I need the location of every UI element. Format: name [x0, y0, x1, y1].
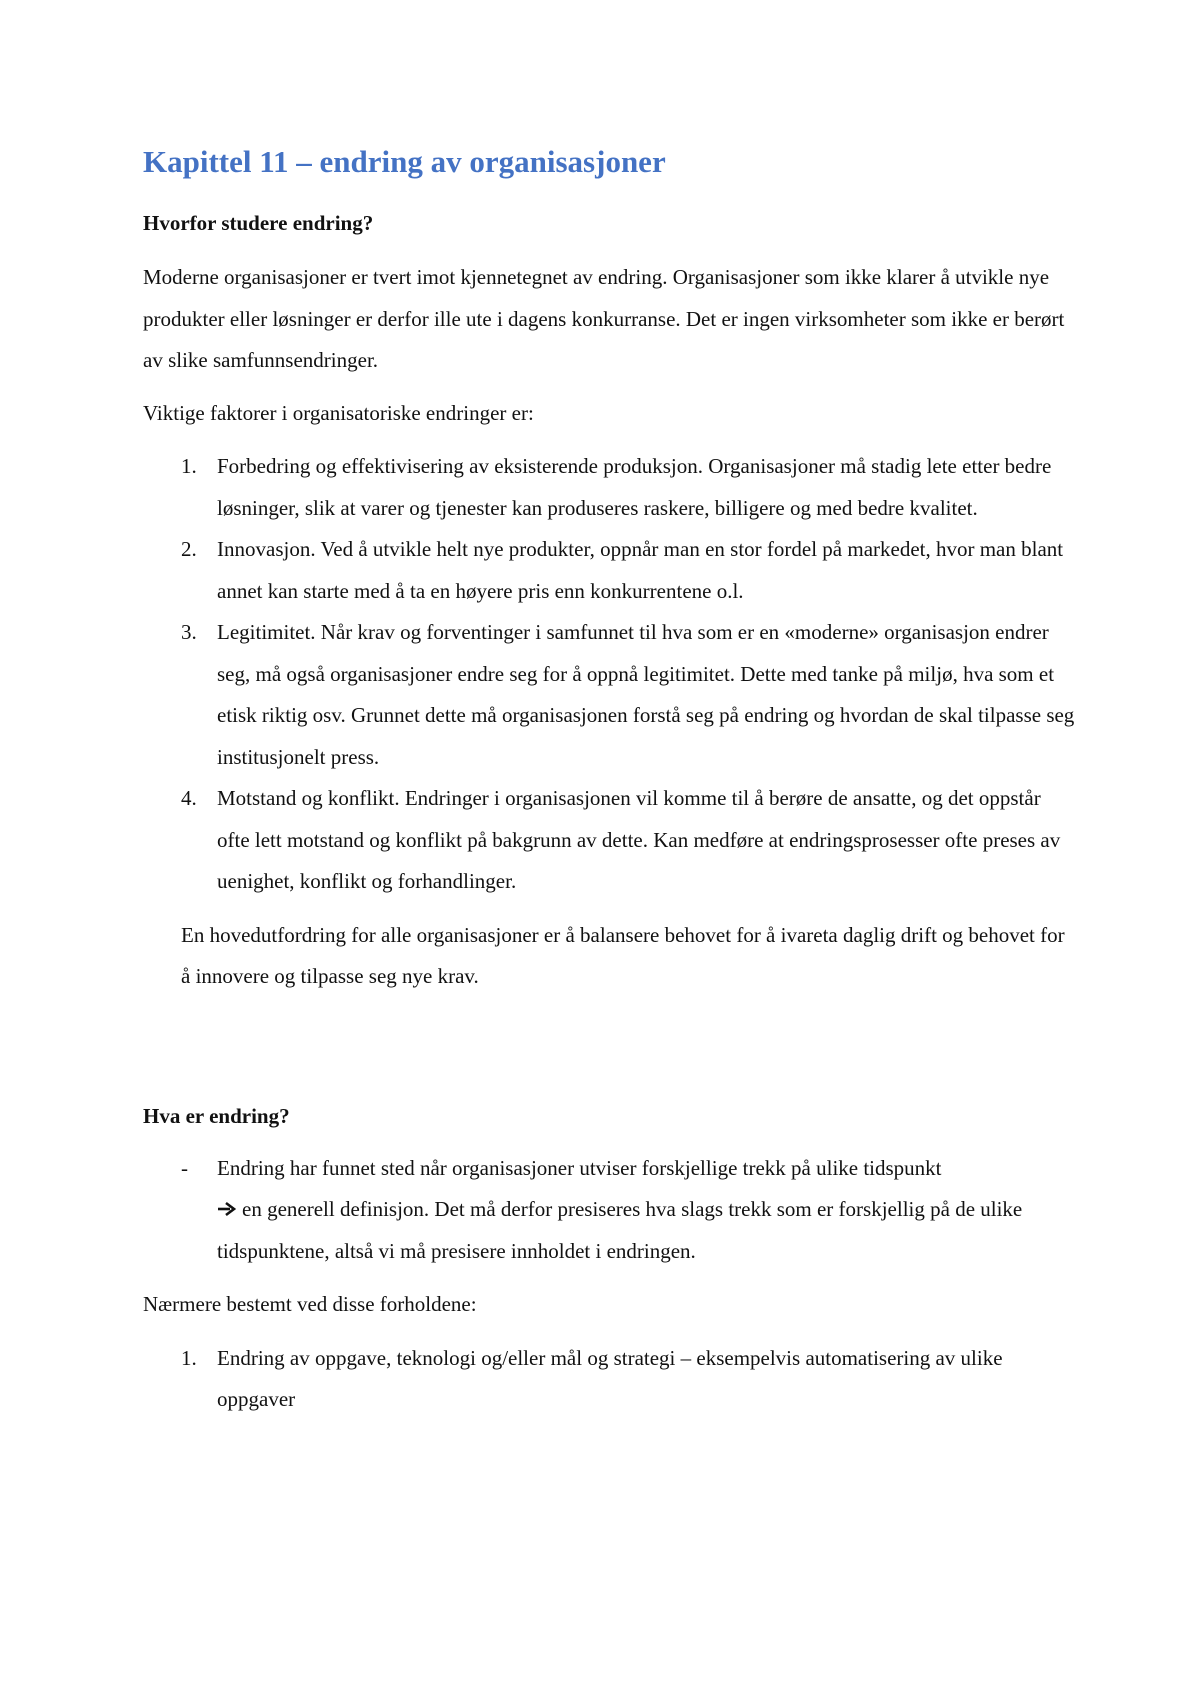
right-arrow-icon — [217, 1190, 236, 1206]
document-page — [143, 140, 1078, 1421]
page-title: Kapittel 11 – endring av organisasjoner — [143, 144, 666, 179]
list-item — [143, 1338, 1078, 1421]
list-item-text: Endring av oppgave, teknologi og/eller mål og strategi – eksempelvis automatisering av ulike oppgaver — [217, 1345, 1003, 1411]
list-item-text: Forbedring og effektivisering av eksisterende produksjon. Organisasjoner må stadig lete etter bedre løsninger, slik at varer og tjenester kan produseres raskere, billigere og med bedre kvalitet. — [217, 454, 1052, 520]
list-item — [143, 1148, 1078, 1273]
list-number: 2. — [181, 537, 197, 561]
conclusion-paragraph: En hovedutfordring for alle organisasjoner er å balansere behovet for å ivareta daglig drift og behovet for å innovere og tilpasse seg nye krav. — [181, 922, 1065, 988]
list-dash: - — [181, 1155, 188, 1180]
list-item — [143, 446, 1078, 529]
intro-paragraph: Moderne organisasjoner er tvert imot kjennetegnet av endring. Organisasjoner som ikke klarer å utvikle nye produkter eller løsninger er derfor ille ute i dagens konkurranse. Det er ingen virksomheter som ikke er berørt av slike samfunnsendringer. — [143, 265, 1065, 372]
section-heading-what-is-change: Hva er endring? — [143, 1103, 290, 1128]
details-list — [143, 1338, 1078, 1421]
definition-list — [143, 1148, 1078, 1273]
list-item-text: Innovasjon. Ved å utvikle helt nye produkter, oppnår man en stor fordel på markedet, hvor man blant annet kan starte med å ta en høyere pris enn konkurrentene o.l. — [217, 537, 1064, 603]
list-number: 4. — [181, 786, 197, 810]
list-item — [143, 529, 1078, 612]
factors-list — [143, 446, 1078, 903]
section-heading-why-change: Hvorfor studere endring? — [143, 211, 374, 235]
details-intro: Nærmere bestemt ved disse forholdene: — [143, 1292, 477, 1316]
list-number: 1. — [181, 454, 197, 478]
list-number: 1. — [181, 1345, 197, 1370]
list-item — [143, 612, 1078, 778]
factors-intro: Viktige faktorer i organisatoriske endringer er: — [143, 400, 534, 425]
list-item-text: Legitimitet. Når krav og forventinger i samfunnet til hva som er en «moderne» organisasjon endrer seg, må også organisasjoner endre seg for å oppnå legitimitet. Dette med tanke på miljø, hva som et etisk riktig osv. Grunnet dette må organisasjonen forstå seg på endring og hvordan de skal tilpasse seg institusjonelt press. — [217, 620, 1075, 769]
list-number: 3. — [181, 620, 197, 644]
list-item-text: Motstand og konflikt. Endringer i organisasjonen vil komme til å berøre de ansatte, og det oppstår ofte lett motstand og konflikt på bakgrunn av dette. Kan medføre at endringsprosesser ofte preses av uenighet, konflikt og forhandlinger. — [217, 786, 1061, 893]
list-item — [143, 778, 1078, 903]
list-item-text-after: en generell definisjon. Det må derfor presiseres hva slags trekk som er forskjellig på de ulike tidspunktene, altså vi må presisere innholdet i endringen. — [217, 1197, 1023, 1263]
list-item-text-before: Endring har funnet sted når organisasjoner utviser forskjellige trekk på ulike tidspunkt — [217, 1155, 942, 1180]
